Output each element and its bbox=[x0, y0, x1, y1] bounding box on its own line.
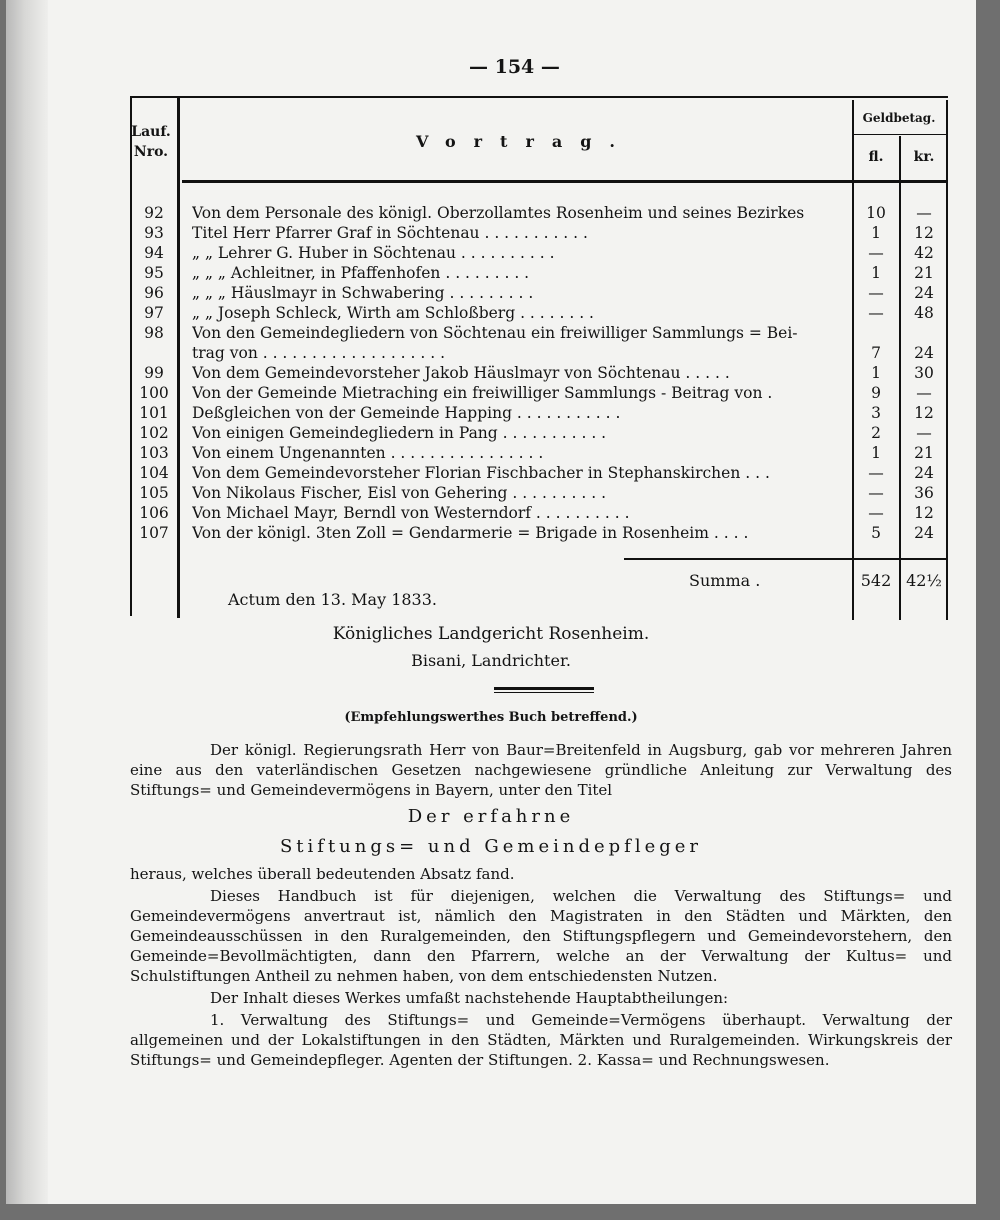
row-number: 97 bbox=[144, 304, 164, 322]
notice-body bbox=[130, 864, 952, 1072]
row-amount-kr: 12 bbox=[914, 224, 934, 242]
row-amount-kr: 12 bbox=[914, 504, 934, 522]
row-amount-fl: 3 bbox=[871, 404, 881, 422]
table-row bbox=[132, 423, 952, 443]
row-amount-kr: — bbox=[916, 384, 932, 402]
row-description: Von der Gemeinde Mietraching ein freiwilliger Sammlungs - Beitrag von . bbox=[192, 384, 773, 402]
row-amount-fl: 10 bbox=[866, 204, 886, 222]
summa-kr: 42½ bbox=[906, 571, 942, 590]
row-amount-kr: 36 bbox=[914, 484, 934, 502]
row-amount-kr: 24 bbox=[914, 344, 934, 362]
table-row bbox=[132, 343, 952, 363]
row-amount-kr: 12 bbox=[914, 404, 934, 422]
row-amount-fl: — bbox=[868, 244, 884, 262]
table-header-geldbetrag: Geldbetag. bbox=[862, 111, 936, 125]
table-row bbox=[132, 383, 952, 403]
row-description: Von einigen Gemeindegliedern in Pang . . . . . . . . . . . bbox=[192, 424, 607, 442]
table-top-rule bbox=[130, 96, 948, 98]
row-number: 105 bbox=[139, 484, 169, 502]
row-number: 94 bbox=[144, 244, 164, 262]
table-row bbox=[132, 403, 952, 423]
row-description: trag von . . . . . . . . . . . . . . . . . . . bbox=[192, 344, 446, 362]
table-row bbox=[132, 363, 952, 383]
row-number: 104 bbox=[139, 464, 169, 482]
row-description: „ „ „ Häuslmayr in Schwabering . . . . . . . . . bbox=[192, 284, 534, 302]
row-amount-fl: 5 bbox=[871, 524, 881, 542]
row-description: Von dem Gemeindevorsteher Florian Fischbacher in Stephanskirchen . . . bbox=[192, 464, 770, 482]
row-number: 101 bbox=[139, 404, 169, 422]
header-lauf-label: Lauf. bbox=[131, 124, 171, 140]
after-title-text: heraus, welches überall bedeutenden Absatz fand. bbox=[130, 865, 515, 883]
page-number: — 154 — bbox=[469, 56, 560, 78]
row-amount-kr: 21 bbox=[914, 264, 934, 282]
table-row bbox=[132, 303, 952, 323]
row-amount-kr: 21 bbox=[914, 444, 934, 462]
table-row bbox=[132, 523, 952, 543]
summa-rule bbox=[624, 558, 948, 560]
row-number: 107 bbox=[139, 524, 169, 542]
row-amount-fl: 1 bbox=[871, 444, 881, 462]
table-row bbox=[132, 503, 952, 523]
row-amount-fl: 1 bbox=[871, 224, 881, 242]
table-header-lauf-nro bbox=[128, 122, 174, 162]
summa-fl: 542 bbox=[860, 571, 892, 590]
row-amount-fl: 2 bbox=[871, 424, 881, 442]
table-header-rule bbox=[182, 180, 948, 183]
row-number: 106 bbox=[139, 504, 169, 522]
row-amount-kr: 24 bbox=[914, 524, 934, 542]
row-description: Deßgleichen von der Gemeinde Happing . . . . . . . . . . . bbox=[192, 404, 621, 422]
page-gutter-shadow bbox=[6, 0, 48, 1204]
table-row bbox=[132, 223, 952, 243]
row-number: 95 bbox=[144, 264, 164, 282]
header-nro-label: Nro. bbox=[133, 144, 169, 160]
notice-intro bbox=[130, 740, 952, 802]
table-header-fl: fl. bbox=[868, 149, 884, 165]
authority-line: Königliches Landgericht Rosenheim. bbox=[332, 624, 650, 644]
row-amount-kr: 24 bbox=[914, 464, 934, 482]
summa-label: Summa . bbox=[689, 571, 761, 590]
row-amount-fl: — bbox=[868, 284, 884, 302]
row-amount-kr: — bbox=[916, 204, 932, 222]
table-header-vortrag: Vortrag. bbox=[416, 132, 633, 151]
section-divider-thick bbox=[494, 687, 594, 690]
book-title-line2: Stiftungs= und Gemeindepfleger bbox=[279, 836, 703, 857]
row-amount-fl: — bbox=[868, 484, 884, 502]
row-amount-kr: 48 bbox=[914, 304, 934, 322]
row-amount-fl: — bbox=[868, 304, 884, 322]
notice-intro-text: Der königl. Regierungsrath Herr von Baur=Breitenfeld in Augsburg, gab vor mehreren Jahren eine aus den vaterländischen Gesetzen nachgewiesene gründliche Anleitung zur Verwaltung des Stiftungs= und Gemeindevermögens in Bayern, unter den Titel bbox=[130, 741, 952, 799]
row-amount-kr: — bbox=[916, 424, 932, 442]
row-number: 102 bbox=[139, 424, 169, 442]
row-amount-fl: 7 bbox=[871, 344, 881, 362]
row-description: Von der königl. 3ten Zoll = Gendarmerie = Brigade in Rosenheim . . . . bbox=[192, 524, 749, 542]
notice-paragraph-4: 1. Verwaltung des Stiftungs= und Gemeinde=Vermögens überhaupt. Verwaltung der allgemeinen und der Lokalstiftungen in den Städten, Märkten und Ruralgemeinden. Wirkungskreis der Stiftungs= und Gemeindepfleger. Agenten der Stiftungen. 2. Kassa= und Rechnungswesen. bbox=[130, 1011, 952, 1069]
book-title-line1: Der erfahrne bbox=[407, 806, 575, 827]
row-description: Von einem Ungenannten . . . . . . . . . . . . . . . . bbox=[192, 444, 544, 462]
row-amount-fl: — bbox=[868, 464, 884, 482]
row-description: „ „ Lehrer G. Huber in Söchtenau . . . . . . . . . . bbox=[192, 244, 555, 262]
table-row bbox=[132, 483, 952, 503]
row-description: „ „ Joseph Schleck, Wirth am Schloßberg . . . . . . . . bbox=[192, 304, 594, 322]
table-row bbox=[132, 323, 952, 343]
geldbetrag-underline bbox=[854, 134, 946, 135]
section-divider-thin bbox=[494, 692, 594, 693]
table-row bbox=[132, 263, 952, 283]
row-amount-fl: 1 bbox=[871, 264, 881, 282]
row-description: Von Nikolaus Fischer, Eisl von Gehering . . . . . . . . . . bbox=[192, 484, 607, 502]
row-description: „ „ „ Achleitner, in Pfaffenhofen . . . . . . . . . bbox=[192, 264, 530, 282]
actum-date: Actum den 13. May 1833. bbox=[228, 590, 437, 609]
table-row bbox=[132, 463, 952, 483]
notice-paragraph-2: Dieses Handbuch ist für diejenigen, welchen die Verwaltung des Stiftungs= und Gemeindevermögens anvertraut ist, nämlich den Magistraten in den Städten und Märkten, den Gemeindeausschüssen in den Ruralgemeinden, den Stiftungspflegern und Gemeindevorstehern, den Gemeinde=Bevollmächtigten, dann den Pfarrern, welche an der Verwaltung der Kultus= und Schulstiftungen Antheil zu nehmen haben, von dem entschiedensten Nutzen. bbox=[130, 887, 952, 985]
row-description: Von dem Personale des königl. Oberzollamtes Rosenheim und seines Bezirkes bbox=[192, 204, 805, 222]
row-number: 93 bbox=[144, 224, 164, 242]
table-row bbox=[132, 283, 952, 303]
row-amount-fl: — bbox=[868, 504, 884, 522]
row-amount-kr: 42 bbox=[914, 244, 934, 262]
row-amount-kr: 30 bbox=[914, 364, 934, 382]
table-row bbox=[132, 203, 952, 223]
notice-heading: (Empfehlungswerthes Buch betreffend.) bbox=[344, 710, 638, 725]
row-number: 92 bbox=[144, 204, 164, 222]
row-description: Von Michael Mayr, Berndl von Westerndorf . . . . . . . . . . bbox=[192, 504, 630, 522]
row-number: 98 bbox=[144, 324, 164, 342]
table-row bbox=[132, 443, 952, 463]
row-number: 96 bbox=[144, 284, 164, 302]
row-amount-kr: 24 bbox=[914, 284, 934, 302]
row-amount-fl: 1 bbox=[871, 364, 881, 382]
row-amount-fl: 9 bbox=[871, 384, 881, 402]
row-description: Titel Herr Pfarrer Graf in Söchtenau . . . . . . . . . . . bbox=[192, 224, 588, 242]
row-description: Von den Gemeindegliedern von Söchtenau ein freiwilliger Sammlungs = Bei- bbox=[192, 324, 798, 342]
table-header-kr: kr. bbox=[913, 149, 935, 165]
table-row bbox=[132, 243, 952, 263]
row-number: 100 bbox=[139, 384, 169, 402]
signature-line: Bisani, Landrichter. bbox=[411, 651, 571, 670]
row-number: 99 bbox=[144, 364, 164, 382]
scanned-page bbox=[6, 0, 976, 1204]
notice-paragraph-3: Der Inhalt dieses Werkes umfaßt nachstehende Hauptabtheilungen: bbox=[210, 989, 729, 1007]
row-number: 103 bbox=[139, 444, 169, 462]
row-description: Von dem Gemeindevorsteher Jakob Häuslmayr von Söchtenau . . . . . bbox=[192, 364, 730, 382]
